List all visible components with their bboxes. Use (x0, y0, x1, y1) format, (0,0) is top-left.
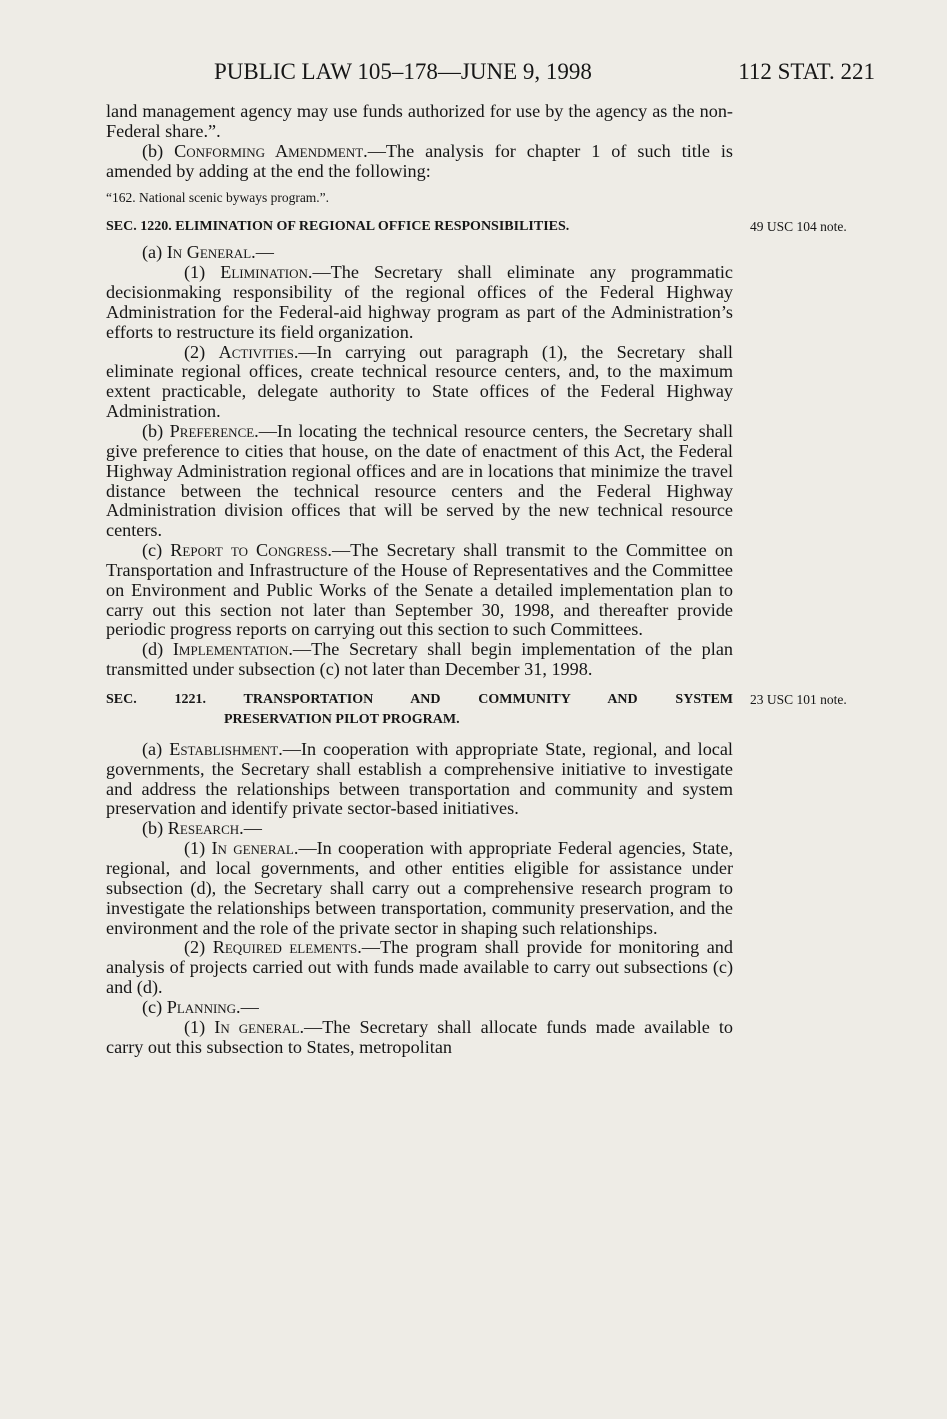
section-1221-title-line-1: SEC. 1221. TRANSPORTATION AND COMMUNITY AND SYSTEM (106, 691, 733, 707)
statute-page-number: 112 STAT. 221 (738, 59, 875, 84)
paragraph-1-research-in-general: (1) In general.—In cooperation with appropriate Federal agencies, State, regional, and local governments, and other entities eligible for assistance under subsection (d), the Secretary shall carry out a comprehensive research program to investigate the relationships between transportation, community preservation, and the environment and the role of the private sector in shaping such relationships. (106, 838, 734, 938)
subsection-c-planning: (c) Planning.— (142, 996, 259, 1017)
margin-note-49-usc: 49 USC 104 note. (750, 219, 847, 235)
page-header (110, 55, 875, 89)
paragraph-continuation: land management agency may use funds authorized for use by the agency as the non-Federal share.”. (106, 101, 733, 141)
paragraph-1-elimination: (1) Elimination.—The Secretary shall eliminate any programmatic decisionmaking responsibility of the regional offices of the Federal Highway Administration for the Federal-aid highway program as part of the Administration’s efforts to restructure its field organization. (106, 262, 734, 342)
subsection-b-research: (b) Research.— (142, 818, 262, 839)
section-1221-heading (106, 690, 847, 730)
section-1220-title: SEC. 1220. ELIMINATION OF REGIONAL OFFICE RESPONSIBILITIES. (106, 219, 570, 235)
subsection-b-conforming-amendment: (b) Conforming Amendment.—The analysis for chapter 1 of such title is amended by adding at the end the following: (106, 140, 733, 181)
subsection-a-in-general: (a) In General.— (142, 242, 274, 263)
paragraph-1-planning-in-general: (1) In general.—The Secretary shall allocate funds made available to carry out this subsection to States, metropolitan (106, 1016, 734, 1057)
subsection-d-implementation: (d) Implementation.—The Secretary shall begin implementation of the plan transmitted under subsection (c) not later than December 31, 1998. (106, 639, 733, 680)
subsection-a-establishment: (a) Establishment.—In cooperation with appropriate State, regional, and local governments, the Secretary shall establish a comprehensive initiative to investigate and address the relationships between transportation and community and system preservation and identify private sector-based initiatives. (106, 738, 733, 819)
quoted-table-entry: “162. National scenic byways program.”. (106, 190, 330, 206)
paragraph-2-activities: (2) Activities.—In carrying out paragraph (1), the Secretary shall eliminate regional offices, create technical resource centers, and, to the maximum extent practicable, delegate authority to State offices of the Federal Highway Administration. (106, 341, 733, 422)
margin-note-23-usc: 23 USC 101 note. (750, 691, 847, 707)
running-head: PUBLIC LAW 105–178—JUNE 9, 1998 (214, 59, 592, 84)
section-1220-heading (106, 217, 847, 237)
section-1221-title-line-2: PRESERVATION PILOT PROGRAM. (224, 711, 460, 727)
subsection-c-report-to-congress: (c) Report to Congress.—The Secretary shall transmit to the Committee on Transportation and Infrastructure of the House of Representatives and the Committee on Environment and Public Works of the Senate a detailed implementation plan to carry out this section not later than September 30, 1998, and thereafter provide periodic progress reports on carrying out this section to such Committees. (106, 540, 734, 640)
paragraph-2-required-elements: (2) Required elements.—The program shall provide for monitoring and analysis of projects carried out with funds made available to carry out subsections (c) and (d). (106, 937, 733, 998)
document-body (106, 101, 847, 1057)
subsection-b-preference: (b) Preference.—In locating the technical resource centers, the Secretary shall give preference to cities that house, on the date of enactment of this Act, the Federal Highway Administration regional offices and are in locations that minimize the travel distance between the technical resource centers and the Federal Highway Administration division offices that will be served by the new technical resource centers. (106, 420, 734, 541)
